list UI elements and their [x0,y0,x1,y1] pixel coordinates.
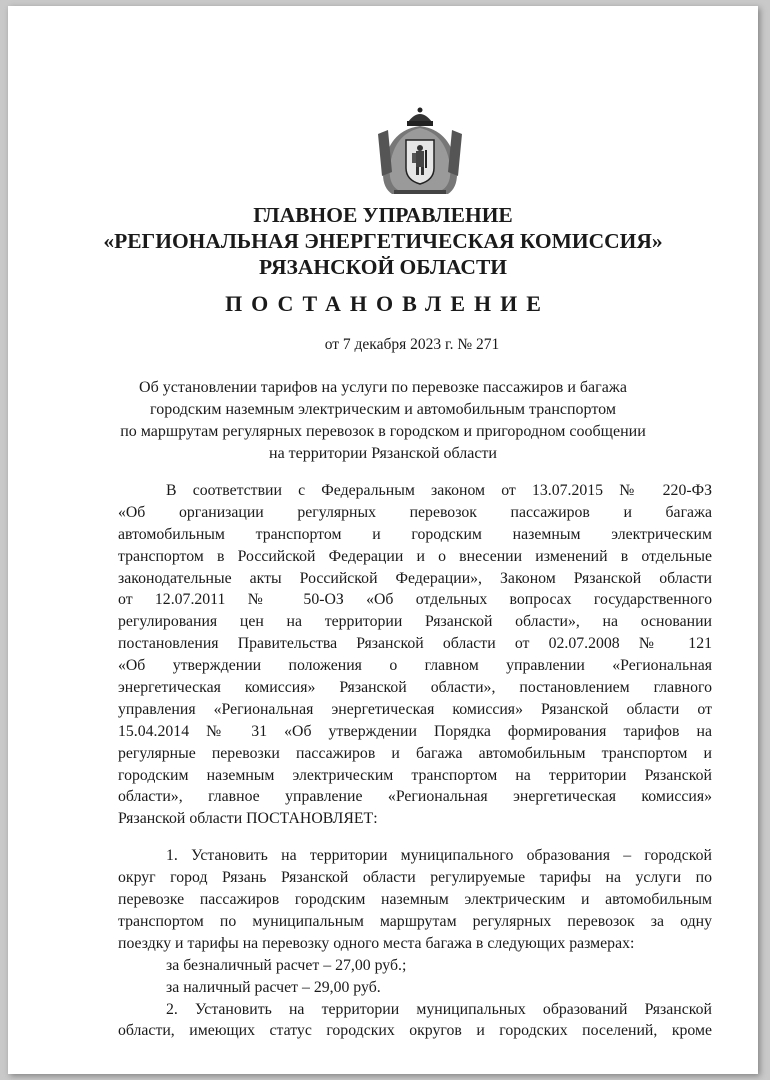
preamble-line: законодательные акты Российской Федерации», Законом Рязанской области [118,569,712,587]
preamble-line: области», главное управление «Региональная энергетическая комиссия» [118,788,712,806]
preamble-line: «Об утверждении положения о главном управлении «Региональная [118,657,712,675]
document-body [118,480,712,1042]
item-1-line: округ город Рязань Рязанской области регулируемые тарифы на услуги по [118,869,712,887]
subject-line: по маршрутам регулярных перевозок в городском и пригородном сообщении [120,423,646,440]
org-line-2: «РЕГИОНАЛЬНАЯ ЭНЕРГЕТИЧЕСКАЯ КОМИССИЯ» [103,229,663,253]
tariff-cashless: за безналичный расчет – 27,00 руб.; [166,956,407,974]
preamble-line: 15.04.2014 № 31 «Об утверждении Порядка формирования тарифов на [118,722,712,740]
document-page [8,6,758,1074]
preamble-line: регулярные перевозки пассажиров и багажа автомобильным транспортом и [118,744,712,762]
document-date-number: от 7 декабря 2023 г. № 271 [324,336,500,353]
preamble-line: энергетическая комиссия» Рязанской области», постановлением главного [118,679,712,697]
preamble-line: управления «Региональная энергетическая комиссия» Рязанской области от [118,700,712,718]
ryazan-coat-of-arms-icon [370,104,470,200]
item-2-line: области, имеющих статус городских округов и городских поселений, кроме [118,1022,712,1040]
item-1-line: транспортом по муниципальным маршрутам регулярных перевозок за одну [118,912,712,930]
document-subject [8,377,758,465]
preamble-line: Рязанской области ПОСТАНОВЛЯЕТ: [118,810,378,828]
document-type: ПОСТАНОВЛЕНИЕ [225,291,550,316]
tariff-cash: за наличный расчет – 29,00 руб. [166,978,381,996]
preamble-line: транспортом в Российской Федерации и о внесении изменений в отдельные [118,547,712,565]
item-1-line: перевозке пассажиров городским наземным электрическим и автомобильным [118,891,712,909]
subject-line: на территории Рязанской области [269,445,497,462]
preamble-line: городским наземным электрическим транспортом на территории Рязанской [118,766,712,784]
preamble-line: постановления Правительства Рязанской области от 02.07.2008 № 121 [118,635,712,653]
organization-name [8,202,758,280]
preamble-line: автомобильным транспортом и городским наземным электрическим [118,525,712,543]
item-1-line: поездку и тарифы на перевозку одного места багажа в следующих размерах: [118,934,635,952]
preamble-line: «Об организации регулярных перевозок пассажиров и багажа [118,503,712,521]
preamble-line: регулирования цен на территории Рязанской области», на основании [118,613,712,631]
org-line-3: РЯЗАНСКОЙ ОБЛАСТИ [258,255,508,279]
subject-line: городским наземным электрическим и автомобильным транспортом [150,401,616,418]
preamble-line: В соответствии с Федеральным законом от 13.07.2015 № 220-ФЗ [166,482,712,499]
org-line-1: ГЛАВНОЕ УПРАВЛЕНИЕ [253,203,513,227]
preamble-line: от 12.07.2011 № 50-ОЗ «Об отдельных вопросах государственного [118,591,712,609]
item-1-line: 1. Установить на территории муниципального образования – городской [166,847,712,865]
item-2-line: 2. Установить на территории муниципальных образований Рязанской [166,1000,712,1018]
subject-line: Об установлении тарифов на услуги по перевозке пассажиров и багажа [139,379,627,396]
